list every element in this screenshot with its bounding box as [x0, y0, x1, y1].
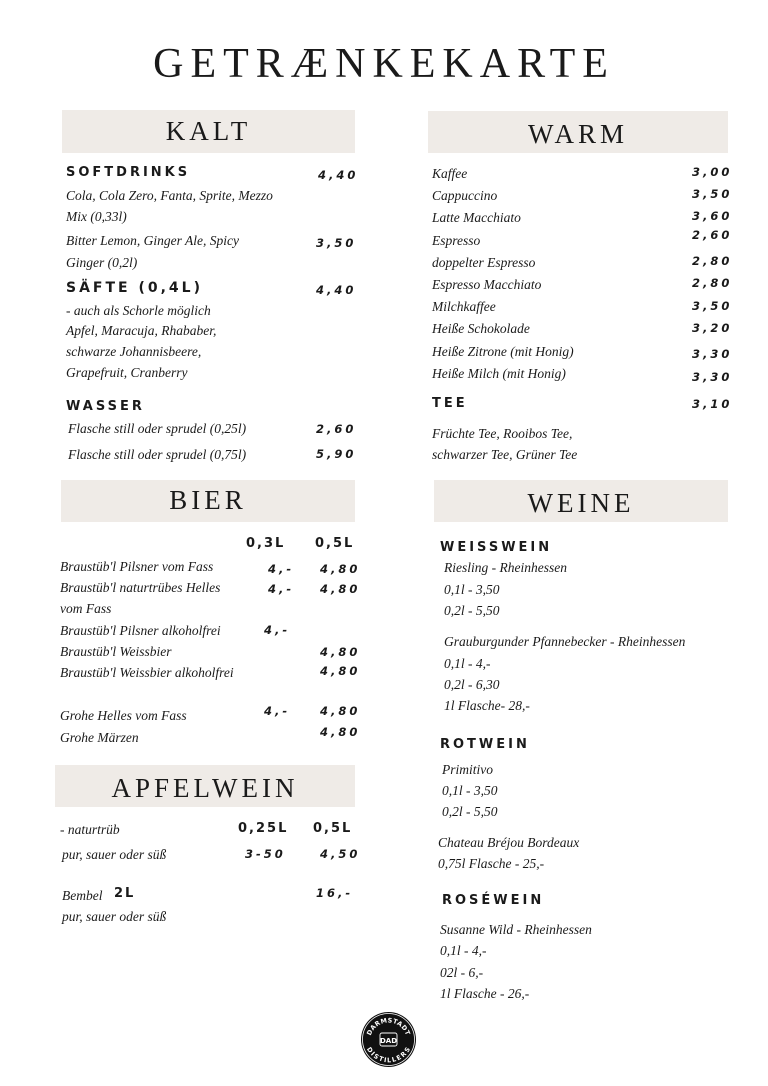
weisswein-label: WEISSWEIN — [440, 540, 553, 555]
softdrinks-item-1-line-1: Cola, Cola Zero, Fanta, Sprite, Mezzo — [66, 188, 273, 203]
apfelwein-price-small: 3-50 — [245, 847, 286, 861]
wine-line: 0,2l - 5,50 — [442, 804, 498, 819]
warm-item-name: Cappuccino — [432, 188, 498, 203]
warm-item-name: Heiße Zitrone (mit Honig) — [432, 344, 574, 359]
wasser-item-2: Flasche still oder sprudel (0,75l) — [68, 447, 247, 462]
saefte-price: 4,40 — [316, 283, 357, 297]
apfelwein-header-band — [55, 765, 355, 807]
wine-line: Grauburgunder Pfannebecker - Rheinhessen — [444, 634, 686, 649]
wine-line: Chateau Bréjou Bordeaux — [438, 835, 580, 850]
bier-item: Braustüb'l naturtrübes Helles — [60, 580, 221, 595]
bier-price-large: 4,80 — [320, 664, 361, 678]
warm-item-price: 3,60 — [692, 209, 733, 223]
wine-line: 0,1l - 4,- — [444, 656, 491, 671]
bier-item: Braustüb'l Pilsner vom Fass — [60, 559, 214, 574]
warm-item-name: doppelter Espresso — [432, 255, 536, 270]
apfelwein-col-large: 0,5L — [313, 821, 353, 836]
rosewein-label: ROSÉWEIN — [442, 893, 545, 908]
weine-heading: WEINE — [527, 488, 635, 518]
bier-item: Grohe Märzen — [60, 730, 139, 745]
warm-item-name: Espresso Macchiato — [432, 277, 542, 292]
bier-price-large: 4,80 — [320, 582, 361, 596]
wine-line: 0,1l - 4,- — [440, 943, 487, 958]
softdrinks-price-2: 3,50 — [316, 236, 357, 250]
warm-item-price: 3,30 — [692, 370, 733, 384]
bier-header-band — [61, 480, 355, 522]
bier-price-large: 4,80 — [320, 645, 361, 659]
wine-line: Primitivo — [442, 762, 493, 777]
wasser-item-1: Flasche still oder sprudel (0,25l) — [68, 421, 247, 436]
bier-item: vom Fass — [60, 601, 112, 616]
warm-item-name: Latte Macchiato — [432, 210, 521, 225]
apfelwein-col-small: 0,25L — [238, 821, 289, 836]
saefte-label: SÄFTE (0,4L) — [66, 280, 203, 296]
wine-line: 0,2l - 5,50 — [444, 603, 500, 618]
warm-item-price: 2,60 — [692, 228, 733, 242]
wine-line: Susanne Wild - Rheinhessen — [440, 922, 592, 937]
logo-mark-text: DAD — [379, 1037, 398, 1045]
bier-item: Braustüb'l Weissbier — [60, 644, 172, 659]
tee-line-1: Früchte Tee, Rooibos Tee, — [432, 426, 573, 441]
bier-item: Grohe Helles vom Fass — [60, 708, 187, 723]
tee-price: 3,10 — [692, 397, 733, 411]
warm-item-price: 3,00 — [692, 165, 733, 179]
bier-heading: BIER — [169, 485, 247, 515]
warm-item-name: Heiße Schokolade — [432, 321, 530, 336]
bier-col-small: 0,3L — [246, 536, 286, 551]
kalt-header-band — [62, 110, 355, 153]
warm-item-name: Milchkaffee — [432, 299, 496, 314]
wine-line: 0,1l - 3,50 — [444, 582, 500, 597]
apfelwein-item-1: - naturtrüb — [60, 822, 120, 837]
apfelwein-item-2: pur, sauer oder süß — [62, 847, 167, 862]
saefte-note: - auch als Schorle möglich — [66, 303, 211, 318]
bembel-price: 16,- — [316, 886, 354, 900]
apfelwein-price-large: 4,50 — [320, 847, 361, 861]
warm-item-name: Kaffee — [432, 166, 468, 181]
bier-price-large: 4,80 — [320, 562, 361, 576]
softdrinks-item-1-line-2: Mix (0,33l) — [66, 209, 127, 224]
warm-item-name: Heiße Milch (mit Honig) — [432, 366, 566, 381]
bier-item: Braustüb'l Pilsner alkoholfrei — [60, 623, 221, 638]
rotwein-label: ROTWEIN — [440, 737, 530, 752]
wine-line: 0,2l - 6,30 — [444, 677, 500, 692]
bier-price-large: 4,80 — [320, 704, 361, 718]
wasser-price-2: 5,90 — [316, 447, 357, 461]
weine-header-band — [434, 480, 728, 522]
bier-item: Braustüb'l Weissbier alkoholfrei — [60, 665, 234, 680]
warm-item-price: 3,20 — [692, 321, 733, 335]
page-title: GETRÆNKEKARTE — [153, 41, 615, 87]
warm-item-price: 2,80 — [692, 276, 733, 290]
bier-col-large: 0,5L — [315, 536, 355, 551]
logo-bottom-text: DISTILLERS — [364, 1045, 413, 1065]
wine-line: Riesling - Rheinhessen — [444, 560, 567, 575]
wine-line: 1l Flasche- 28,- — [444, 698, 530, 713]
bier-price-small: 4,- — [264, 623, 291, 637]
warm-item-price: 2,80 — [692, 254, 733, 268]
tee-label: TEE — [432, 396, 468, 411]
bembel-label: Bembel — [62, 888, 103, 903]
bembel-desc: pur, sauer oder süß — [62, 909, 167, 924]
bier-price-large: 4,80 — [320, 725, 361, 739]
wine-line: 0,1l - 3,50 — [442, 783, 498, 798]
bembel-size: 2L — [114, 886, 136, 901]
wine-line: 02l - 6,- — [440, 965, 484, 980]
saefte-line-2: schwarze Johannisbeere, — [66, 344, 202, 359]
warm-header-band — [428, 111, 728, 153]
bier-price-small: 4,- — [268, 562, 295, 576]
saefte-line-1: Apfel, Maracuja, Rhababer, — [66, 323, 217, 338]
apfelwein-heading: APFELWEIN — [111, 773, 299, 803]
warm-item-name: Espresso — [432, 233, 481, 248]
logo-emblem-icon — [361, 1012, 416, 1067]
warm-item-price: 3,50 — [692, 299, 733, 313]
softdrinks-item-2-line-2: Ginger (0,2l) — [66, 255, 138, 270]
softdrinks-item-2-line-1: Bitter Lemon, Ginger Ale, Spicy — [66, 233, 239, 248]
warm-heading: WARM — [527, 119, 628, 149]
distillery-logo — [361, 1012, 416, 1067]
wine-line: 0,75l Flasche - 25,- — [438, 856, 545, 871]
warm-item-price: 3,30 — [692, 347, 733, 361]
tee-line-2: schwarzer Tee, Grüner Tee — [432, 447, 578, 462]
saefte-line-3: Grapefruit, Cranberry — [66, 365, 188, 380]
wasser-price-1: 2,60 — [316, 422, 357, 436]
softdrinks-price-1: 4,40 — [318, 168, 359, 182]
svg-text:DISTILLERS — [365, 1045, 412, 1064]
warm-item-price: 3,50 — [692, 187, 733, 201]
bier-price-small: 4,- — [264, 704, 291, 718]
logo-top-text: DARMSTADT — [365, 1016, 412, 1037]
softdrinks-label: SOFTDRINKS — [66, 165, 191, 180]
wasser-label: WASSER — [66, 399, 145, 414]
bier-price-small: 4,- — [268, 582, 295, 596]
wine-line: 1l Flasche - 26,- — [440, 986, 530, 1001]
kalt-heading: KALT — [165, 116, 252, 146]
